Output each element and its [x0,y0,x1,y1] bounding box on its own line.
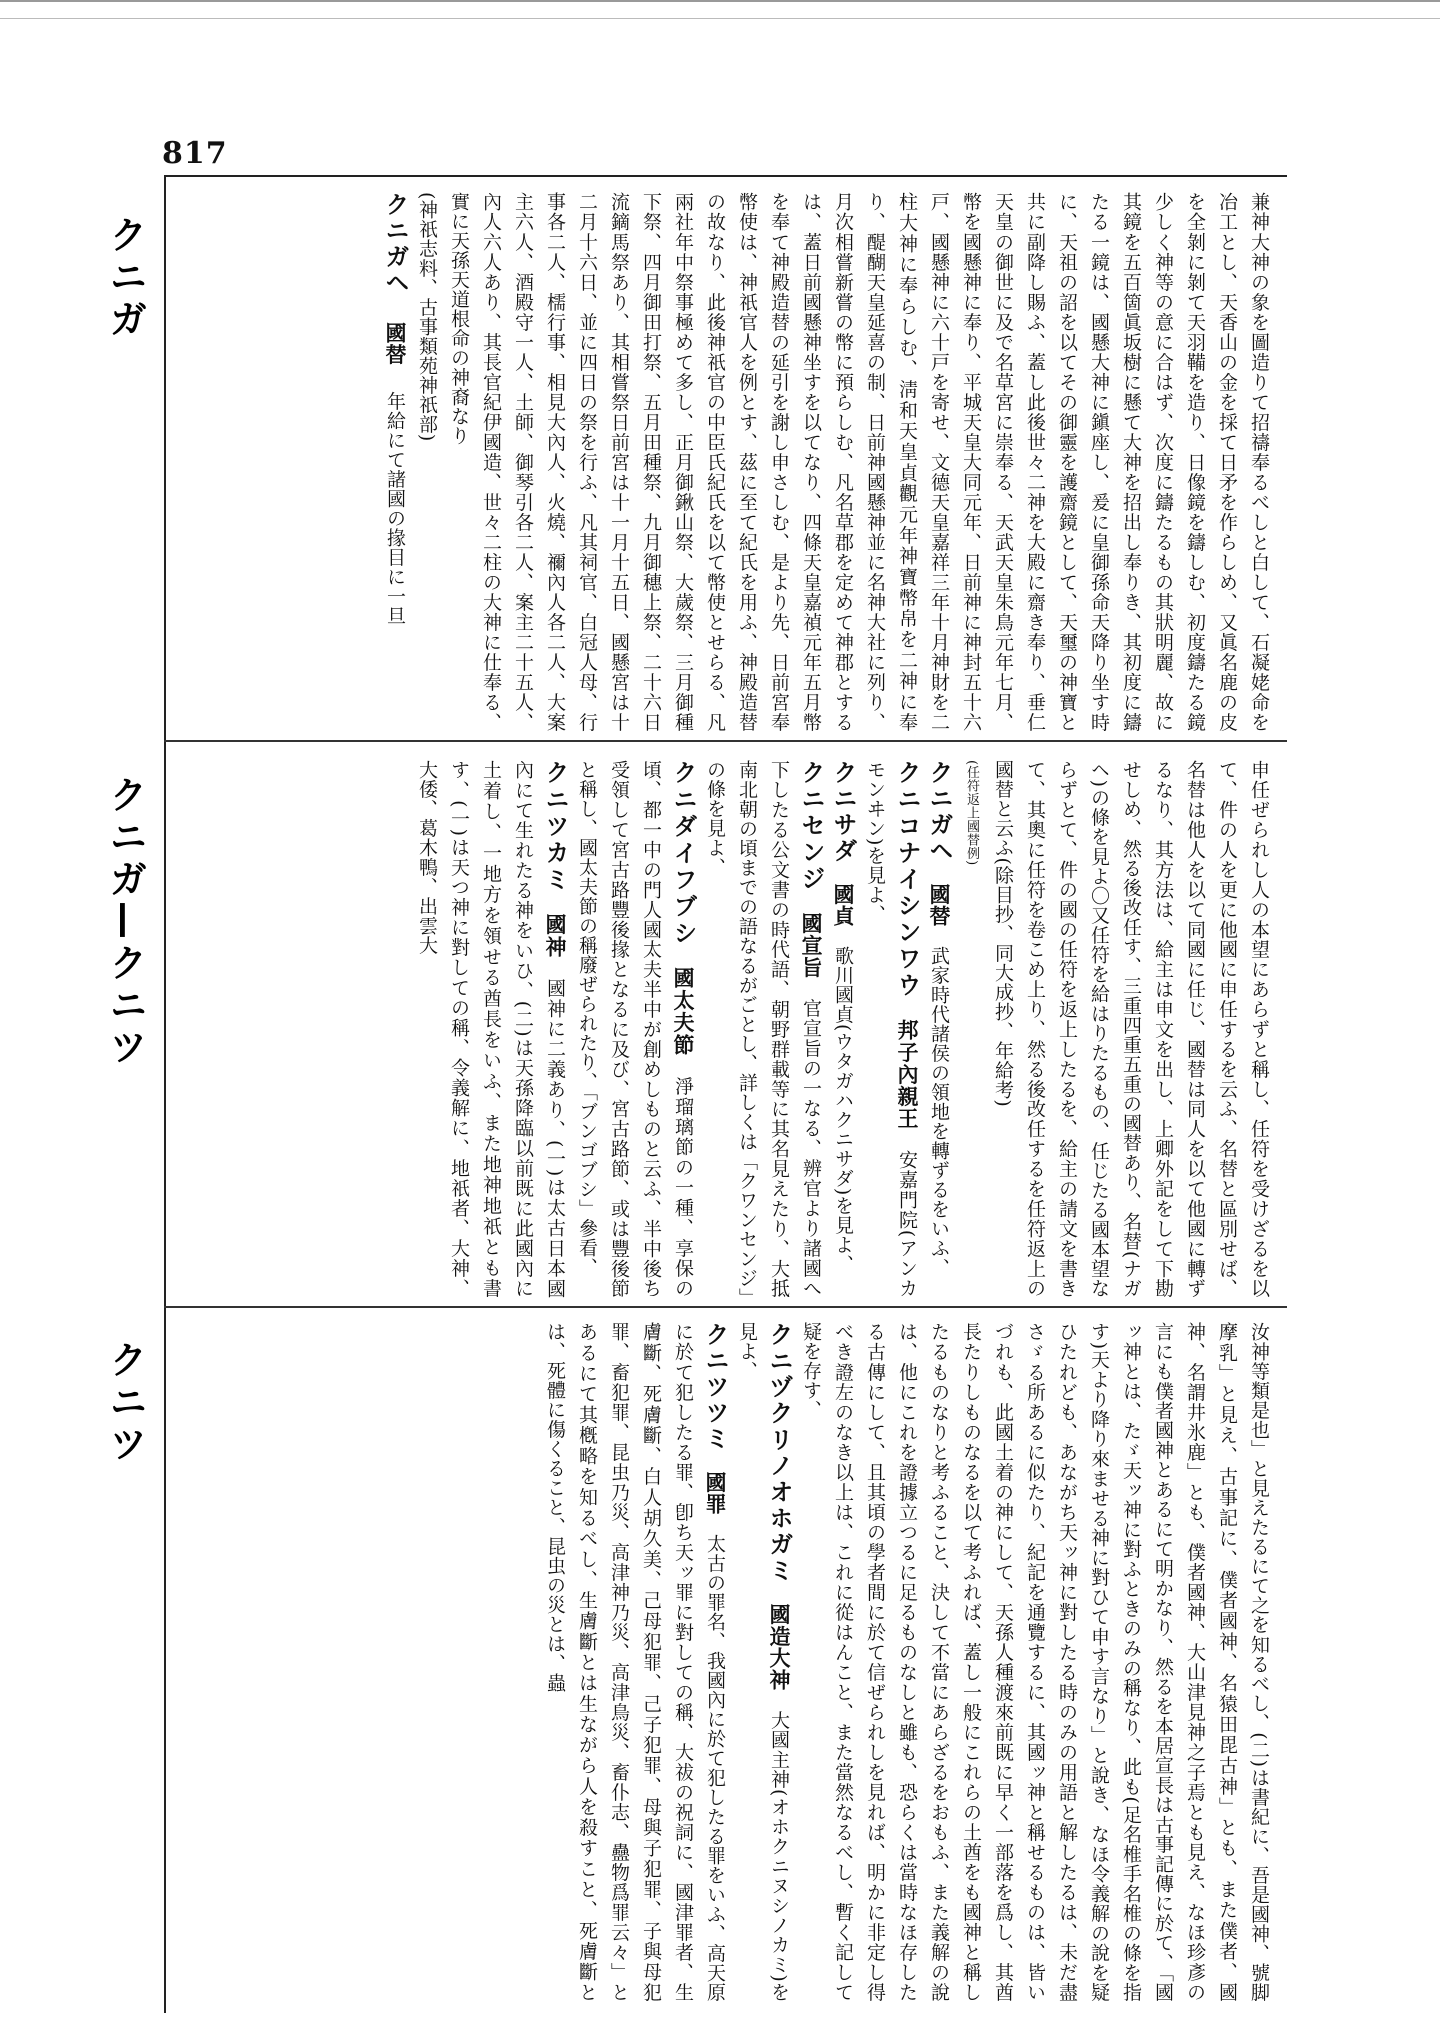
entry-title: クニツカミ [541,760,569,894]
body-paragraph: 兼神大神の象を圖造りて招禱奉るべしと白して、石凝姥命を冶工とし、天香山の金を採て日矛を作らしめ、又眞名鹿の皮を全剝に剝て天羽鞴を造り、日像鏡を鑄しむ、初度鑄たる鏡少しく神等の意に合はず、次度に鑄たるもの其狀明麗、故に其鏡を五百箇眞坂樹に懸て大神を招出し奉りき、其初度に鑄たる一鏡は、國懸大神に鎭座し、爰に皇御孫命天降り坐す時に、天祖の詔を以てその御靈を護齋鏡として、天璽の神寶と共に副降し賜ふ、蓋し此後世々二神を大殿に齋き奉り、垂仁天皇の御世に及で名草宮に崇奉る、天武天皇朱鳥元年七月、幣を國懸神に奉り、平城天皇大同元年、日前神に神封五十六戸、國懸神に六十戸を寄せ、文德天皇嘉祥三年十月神財を二柱大神に奉らしむ、淸和天皇貞觀元年神寶幣帛を二神に奉り、醍醐天皇延喜の制、日前神國懸神並に名神大社に列り、月次相嘗新嘗の幣に預らしむ、凡名草郡を定めて神郡とするは、蓋日前國懸神坐すを以てなり、四條天皇嘉禎元年五月幣を奉て神殿造替の延引を謝し申さしむ、是より先、日前宮奉幣使は、神祇官人を例とす、茲に至て紀氏を用ふ、神殿造替の故なり、此後神祇官の中臣氏紀氏を以て幣使とせらる、凡兩社年中祭事極めて多し、正月御鍬山祭、大歲祭、三月御種下祭、四月御田打祭、五月田種祭、九月御穗上祭、二十六日流鏑馬祭あり、其相嘗祭日前宮は十一月十五日、國懸宮は十二月十六日、並に四日の祭を行ふ、凡其祠官、白冠人母、行事各二人、檽行事、相見大內人、火燒、禰內人各二人、大案主六人、酒殿守一人、土師、御琴引各二人、案主二十五人、內人六人あり、其長官紀伊國造、世々二柱の大神に仕奉る、實に天孫天道根命の神裔なり [448,192,1270,732]
body-paragraph: 汝神等類是也」と見えたるにて之を知るべし、(二)は書紀に、吾是國神、號脚摩乳」と見え、古事記に、僕者國神、名猿田毘古神」とも、また僕者、國神、名謂井氷鹿」とも、僕者國神、大山津見神之子焉とも見え、なほ珍彥の言にも僕者國神とあるにて明かなり、然るを本居宣長は古事記傳に於て、「國ッ神とは、たゞ天ッ神に對ふときのみの稱なり、此も(足名椎手名椎の條を指す)天より降り來ませる神に對ひて申す言なり」と說き、なほ令義解の說を疑ひたれども、あながち天ッ神に對したる時のみの用語と解したるは、未だ盡さゞる所あるに似たり、紀記を通覽するに、其國ッ神と稱せるものは、皆いづれも、此國土着の神にして、天孫人種渡來前既に早く一部落を爲し、其酋長たりしものなるを以て考ふれば、蓋し一般にこれらの土酋をも國神と稱したるものなりと考ふること、決して不當にあらざるをおもふ、また義解の說は、他にこれを證據立つるに足るものなしと雖も、恐らくは當時なほ存したる古傳にして、且其頃の學者間に於て信ぜられしを見れば、明かに非定し得べき證左のなき以上は、これに從はんこと、また當然なるべし、暫く記して疑を存す、 [800,1322,1270,2002]
entry-title: クニヅクリノオホガミ [765,1322,793,1584]
entry-title: クニガヘ [925,760,953,864]
tier-middle [185,760,1275,1298]
entry-heading: 邦子內親王 [895,1019,920,1130]
entry-title: クニダイフブシ [669,760,697,948]
page-number: 817 [162,136,228,171]
running-head-3: クニツ [103,1340,147,1466]
entry-heading: 國太夫節 [671,967,696,1057]
entry-text: 太古の罪名、我國內に於て犯したる罪をいふ、高天原に於て犯したる罪、卽ち天ッ罪に對しての稱、大祓の祝詞に、國津罪者、生膚斷、死膚斷、白人胡久美、己母犯罪、己子犯罪、母與子犯罪、子與母犯罪、畜犯罪、昆虫乃災、高津神乃災、高津鳥災、畜仆志、蠱物爲罪云々」とあるにて其槪略を知るべし、生膚斷とは生ながら人を殺すこと、死膚斷とは、死體に傷くること、昆虫の災とは、蟲 [544,1322,726,2002]
tier-bottom [185,1322,1275,2002]
entry-heading: 國造大神 [767,1603,792,1691]
entry-text: 歌川國貞(ウタガハクニサダ)を見よ、 [832,946,854,1274]
entry-heading: 國貞 [831,883,856,927]
entry-text: 官宣旨の一なる、辨官より諸國へ下したる公文書の時代語、朝野群載等に其名見えたり、大抵南北朝の頃までの語なるがごとし、詳しくは「クワンセンジ」の條を見よ、 [704,760,822,1298]
entry-title: クニガヘ [381,192,409,296]
entry-text: 年給にて諸國の掾目に一旦 [384,391,406,626]
entry-title: クニツツミ [701,1322,729,1452]
entry-title: クニセンジ [797,760,825,893]
entry [571,760,699,1298]
entry [859,760,923,1298]
running-head-2: クニガ—クニツ [103,775,147,1069]
entry-heading: 國替 [927,883,952,927]
tier-divider [164,740,1287,742]
entry-heading: 國神 [543,913,568,959]
entry [411,760,571,1298]
entry-heading: 國宣旨 [799,912,824,979]
tier-top [185,192,1275,732]
entry-text: 淨瑠璃節の一種、享保の頃、都一中の門人國太夫半中が創めしものと云ふ、半中後ち受領して宮古路豐後掾となるに及び、宮古路節、或は豐後節と稱し、國太夫節の稱廢ぜられたり、「ブンゴブシ」參看、 [576,760,694,1298]
tier-divider [164,1306,1287,1308]
entry-heading: 國罪 [703,1471,728,1515]
running-head-1: クニガ [103,215,147,341]
entry-heading: 國替 [383,322,408,366]
top-rule [0,0,1440,2]
figure-caption: (任符返上國替例) [964,760,979,866]
source-citation: (神祇志料、古事類苑神祇部) [416,192,438,442]
entry-text: 大國主神(オホクニヌシノカミ)を見よ、 [736,1322,790,2002]
scan-line [0,18,1440,19]
entry [379,192,411,732]
entry [539,1322,731,2002]
entry-text: 武家時代諸侯の領地を轉ずるをいふ、 [928,946,950,1278]
entry [731,1322,795,2002]
entry-title: クニサダ [829,760,857,864]
entry-text: 安嘉門院(アンカモンヰン)を見よ、 [864,760,918,1298]
entry-title: クニコナイシンワウ [893,760,921,1000]
body-paragraph: 申任ぜられし人の本望にあらずと稱し、任符を受けざるを以て、件の人を更に他國に申任するを云ふ、名替と區別せば、名替は他人を以て同國に任じ、國替は同人を以て他國に轉ずるなり、其方法は、給主は申文を出し、上卿外記をして下勘せしめ、然る後改任す、三重四重五重の國替あり、名替(ナガヘ)の條を見よ〇又任符を給はりたるもの、任じたる國本望ならずとて、件の國の任符を返上したるを、給主の請文を書きて、其奧に任符を卷こめ上り、然る後改任するを任符返上の國替と云ふ(除目抄、同大成抄、年給考) [992,760,1270,1298]
entry [923,760,955,1298]
entry-text: 國神に二義あり、(一)は太古日本國內にて生れたる神をいひ、(二)は天孫降臨以前既に此國內に土着し、一地方を領せる酋長をいふ、また地神地祇とも書す、(一)は天つ神に對しての稱、令義解に、地祇者、大神、大倭、葛木鴨、出雲大 [416,760,566,1298]
entry [699,760,827,1298]
entry [827,760,859,1298]
